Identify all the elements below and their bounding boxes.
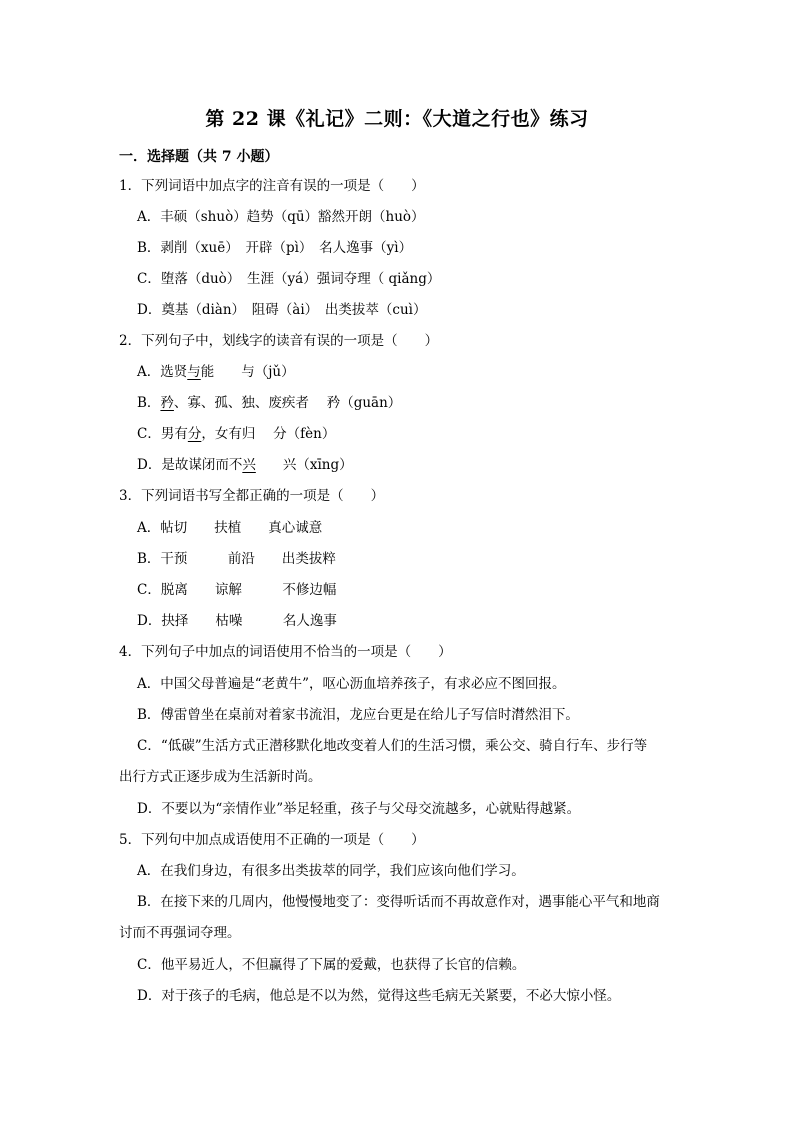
question-1-option-b: B．剥削（xuē） 开辟（pì） 名人逸事（yì） (137, 240, 413, 256)
question-1-stem: 1．下列词语中加点字的注音有误的一项是（ ） (119, 178, 425, 194)
question-5-option-a: A．在我们身边，有很多出类拔萃的同学，我们应该向他们学习。 (137, 863, 525, 879)
option-text: 兴（xīng） (255, 457, 353, 473)
option-text: 能 与（jǔ） (200, 364, 295, 380)
question-2-option-d (137, 455, 353, 475)
question-4-option-d: D．不要以为“亲情作业”举足轻重，孩子与父母交流越多，心就贴得越紧。 (137, 801, 581, 817)
question-2-stem: 2．下列句子中，划线字的读音有误的一项是（ ） (119, 333, 439, 349)
question-3-option-d: D．抉择 枯噪 名人逸事 (137, 613, 337, 629)
question-4-option-b: B．傅雷曾坐在桌前对着家书流泪，龙应台更是在给儿子写信时潸然泪下。 (137, 707, 579, 723)
question-1-option-c: C．堕落（duò） 生涯（yá）强词夺理（ qiǎng） (137, 271, 441, 287)
underlined-char: 与 (187, 364, 201, 380)
question-5-option-b-line2: 讨而不再强词夺理。 (119, 925, 241, 941)
question-2-option-b (137, 393, 401, 413)
option-text: ，女有归 分（fèn） (201, 426, 336, 442)
underlined-char: 矜 (160, 395, 174, 411)
question-3-stem: 3．下列词语书写全都正确的一项是（ ） (119, 488, 385, 504)
question-5-stem: 5．下列句中加点成语使用不正确的一项是（ ） (119, 832, 425, 848)
question-4-stem: 4．下列句子中加点的词语使用不恰当的一项是（ ） (119, 644, 452, 660)
option-text: C．男有 (137, 426, 188, 442)
question-4-option-c-line2: 出行方式正逐步成为生活新时尚。 (119, 769, 322, 785)
question-5-option-c: C．他平易近人，不但赢得了下属的爱戴，也获得了长官的信赖。 (137, 957, 526, 973)
page-title: 第 22 课《礼记》二则：《大道之行也》练习 (205, 108, 589, 130)
question-5-option-d: D．对于孩子的毛病，他总是不以为然，觉得这些毛病无关紧要，不必大惊小怪。 (137, 988, 621, 1004)
option-text: A．选贤 (137, 364, 188, 380)
question-1-option-d: D．奠基（diàn） 阻碍（ài） 出类拔萃（cuì） (137, 302, 427, 318)
option-text: D．是故谋闭而不 (137, 457, 243, 473)
option-text: B． (137, 395, 161, 411)
underlined-char: 分 (187, 426, 202, 442)
question-2-option-c (137, 424, 335, 444)
question-2-option-a (137, 362, 295, 382)
section-heading: 一．选择题（共 7 小题） (119, 149, 279, 165)
question-4-option-c-line1: C．“低碳”生活方式正潜移默化地改变着人们的生活习惯，乘公交、骑自行车、步行等 (137, 738, 648, 754)
question-3-option-b: B．干预 前沿 出类拔粹 (137, 551, 336, 567)
option-text: 、寡、孤、独、废疾者 矜（guān） (173, 395, 402, 411)
question-3-option-c: C．脱离 谅解 不修边幅 (137, 582, 337, 598)
question-1-option-a: A．丰硕（shuò）趋势（qū）豁然开朗（huò） (137, 209, 425, 225)
question-4-option-a: A．中国父母普遍是“老黄牛”，呕心沥血培养孩子，有求必应不图回报。 (137, 676, 566, 692)
question-3-option-a: A．帖切 扶植 真心诚意 (137, 520, 323, 536)
underlined-char: 兴 (242, 457, 256, 473)
question-5-option-b-line1: B．在接下来的几周内，他慢慢地变了：变得听话而不再故意作对，遇事能心平气和地商 (137, 894, 660, 910)
